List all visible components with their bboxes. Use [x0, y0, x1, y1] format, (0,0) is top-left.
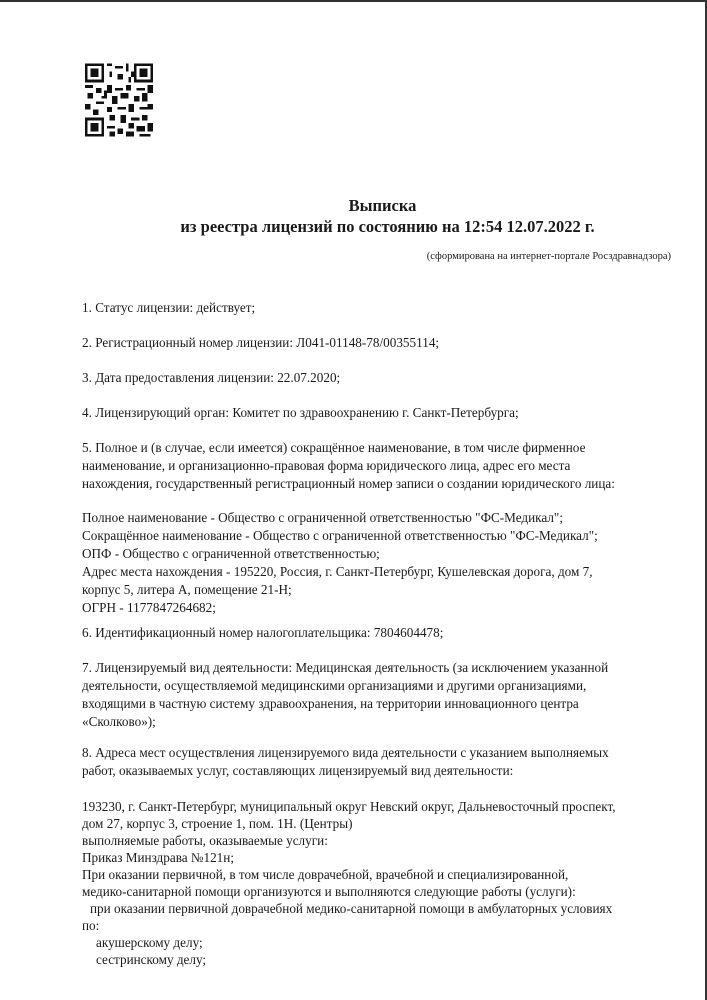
org-legal-form: ОПФ - Общество с ограниченной ответственностью;	[82, 546, 380, 561]
services-line: медико-санитарной помощи организуются и выполняются следующие работы (услуги):	[82, 884, 576, 899]
item5-line: наименование, и организационно-правовая форма юридического лица, адрес его места	[82, 458, 571, 473]
title-line-1: Выписка	[348, 196, 417, 215]
license-status: 1. Статус лицензии: действует;	[82, 300, 256, 315]
qr-code	[85, 63, 153, 137]
item7-line: входящими в частную систему здравоохранения, на территории инновационного центра	[82, 696, 579, 711]
org-full-name: Полное наименование - Общество с ограниченной ответственностью "ФС-Медикал";	[82, 510, 563, 525]
services-subheading-cont: по:	[82, 918, 100, 933]
license-issue-date: 3. Дата предоставления лицензии: 22.07.2020;	[82, 370, 341, 385]
qr-code-icon	[85, 63, 153, 137]
item8-line: работ, оказываемых услуг, составляющих лицензируемый вид деятельности:	[82, 763, 514, 778]
taxpayer-id: 6. Идентификационный номер налогоплательщика: 7804604478;	[82, 625, 444, 640]
service-item: сестринскому делу;	[96, 952, 207, 967]
org-short-name: Сокращённое наименование - Общество с ограниченной ответственностью "ФС-Медикал";	[82, 528, 598, 543]
service-item: акушерскому делу;	[96, 935, 203, 950]
services-subheading: при оказании первичной доврачебной медико-санитарной помощи в амбулаторных условиях	[90, 901, 613, 916]
title-line-2: из реестра лицензий по состоянию на 12:54 12.07.2022 г.	[180, 217, 595, 236]
item7-line: деятельности, осуществляемой медицинскими организациями и другими организациями,	[82, 678, 587, 693]
source-note: (сформирована на интернет-портале Росздравнадзора)	[426, 251, 671, 262]
order-reference: Приказ Минздрава №121н;	[82, 850, 234, 865]
activity-address-cont: дом 27, корпус 3, строение 1, пом. 1Н. (Центры)	[82, 816, 353, 831]
item8-line: 8. Адреса мест осуществления лицензируемого вида деятельности с указанием выполняемых	[82, 745, 609, 760]
activity-address: 193230, г. Санкт-Петербург, муниципальный округ Невский округ, Дальневосточный проспект,	[82, 799, 616, 814]
document-title	[0, 195, 705, 237]
item7-line: «Сколково»);	[82, 714, 156, 729]
org-address: Адрес места нахождения - 195220, Россия, г. Санкт-Петербург, Кушелевская дорога, дом 7,	[82, 564, 593, 579]
item7-line: 7. Лицензируемый вид деятельности: Медицинская деятельность (за исключением указанной	[82, 660, 609, 675]
license-reg-number: 2. Регистрационный номер лицензии: Л041-01148-78/00355114;	[82, 335, 440, 350]
services-heading: выполняемые работы, оказываемые услуги:	[82, 833, 328, 848]
org-address-cont: корпус 5, литера А, помещение 21-Н;	[82, 582, 292, 597]
item5-line: 5. Полное и (в случае, если имеется) сокращённое наименование, в том числе фирменное	[82, 440, 586, 455]
item5-line: нахождения, государственный регистрационный номер записи о создании юридического лица:	[82, 476, 615, 491]
licensing-authority: 4. Лицензирующий орган: Комитет по здравоохранению г. Санкт-Петербурга;	[82, 405, 519, 420]
org-ogrn: ОГРН - 1177847264682;	[82, 600, 216, 615]
services-line: При оказании первичной, в том числе доврачебной, врачебной и специализированной,	[82, 867, 569, 882]
